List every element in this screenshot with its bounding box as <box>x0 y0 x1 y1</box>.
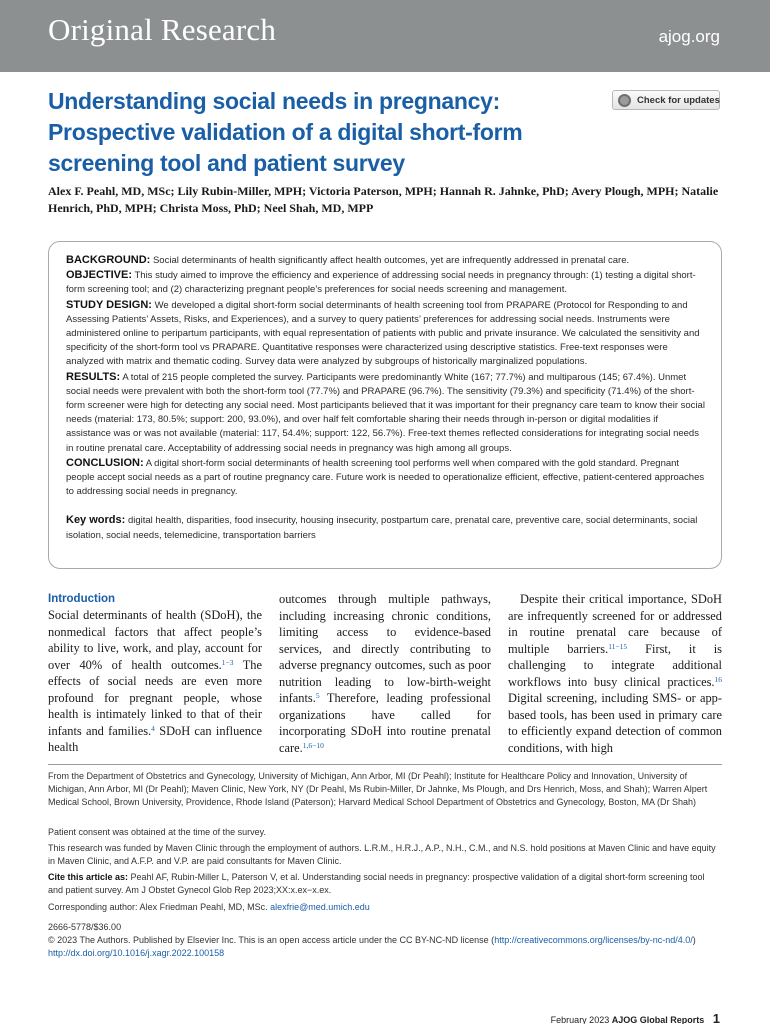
abstract-objective: OBJECTIVE: This study aimed to improve the efficiency and experience of addressing social needs in pregnancy through: (1) testing a digital short-form screening tool; and (2) characterizing pregnant people’s preferences for social needs screening and management. <box>66 269 696 296</box>
issue-date: February 2023 <box>550 1015 610 1024</box>
abstract-results: RESULTS: A total of 215 people completed the survey. Participants were predominantly White (167; 77.7%) and multiparous (145; 67.4%). Unmet social needs were prevalent with both the short-form tool (77.7%) and PRAPARE (96.7%). The sensitivity (79.3%) and specificity (71.4%) of the short-form screener were high for detecting any social need. Most participants believed that it was important for their pregnancy care team to know their social needs (material: 173, 80.5%; support: 200, 93.0%), and over half felt comfortable sharing their needs through in-person or digital modalities if assistance was or was not available (material: 117, 54.4%; support: 122, 56.7%). Free-text themes reflected considerations for integrating social needs in routine prenatal care. Acceptability of addressing social needs in pregnancy was high among all groups. <box>66 370 705 454</box>
check-for-updates-label: Check for updates <box>637 94 720 106</box>
section-label: Original Research <box>48 12 277 47</box>
citation-link[interactable]: 5 <box>315 691 320 700</box>
abstract-conclusion: CONCLUSION: A digital short-form social determinants of health screening tool performs well when compared with the gold standard. Pregnant people accept social needs as a part of routine pregnancy care. Future work is needed to operationalize efficient, effective, patient-centered approaches to addressing social needs in pregnancy. <box>66 456 705 498</box>
page-footer <box>551 1011 720 1024</box>
citation-link[interactable]: 11−15 <box>608 641 628 651</box>
body-column-3: Despite their critical importance, SDoH are infrequently screened for or addressed in routine prenatal care because of multiple barriers.$^{11-15}$ First, it is challenging to integrate additional workflows into busy clinical practices.$^{16}$ Digital screening, including SMS- or app-based tools, has been used in primary care to efficiently expand detection of common conditions, with high <box>508 592 722 755</box>
citation-link[interactable]: 16 <box>714 674 722 684</box>
license-note: © 2023 The Authors. Published by Elsevier Inc. This is an open access article under the CC BY-NC-ND license (http://creativecommons.org/licenses/by-nc-nd/4.0/) http://dx.doi.org/10.1016/j.xagr.2022.100158 <box>48 935 696 958</box>
affiliations-note: From the Department of Obstetrics and Gynecology, University of Michigan, Ann Arbor, MI (Dr Peahl); Institute for Healthcare Policy and Innovation, University of Michigan, Ann Arbor, MI (Dr Peahl); Maven Clinic, New York, NY (Dr Peahl, Ms Rubin-Miller, Dr Jahnke, Ms Plough, and Drs Henrich, Moss, and Shah); Warren Alpert Medical School, Brown University, Providence, Rhode Island (Paterson); Harvard Medical School Department of Obstetrics and Gynecology, Boston, MA (Dr Shah) <box>48 771 708 807</box>
journal-site-link[interactable]: ajog.org <box>658 27 720 46</box>
body-column-1: Introduction Social determinants of health (SDoH), the nonmedical factors that affect people’s ability to live, work, and play, account for over 40% of health outcomes.$^{1-3}$ The effects of social needs are even more profound for pregnant people, whose health is intimately linked to that of their infants and families.$^4$ SDoH can influence health <box>48 593 262 754</box>
section-banner <box>0 0 770 72</box>
email-link[interactable]: alexfrie@med.umich.edu <box>270 902 370 912</box>
doi-link[interactable]: http://dx.doi.org/10.1016/j.xagr.2022.100158 <box>48 948 225 958</box>
article-title: Understanding social needs in pregnancy: Prospective validation of a digital short-form screening tool and patient survey <box>48 88 523 176</box>
citation-link[interactable]: 4 <box>151 723 155 733</box>
license-link[interactable]: http://creativecommons.org/licenses/by-nc-nd/4.0/ <box>494 935 693 945</box>
citation-note: Cite this article as: Peahl AF, Rubin-Miller L, Paterson V, et al. Understanding social needs in pregnancy: prospective validation of a digital short-form screening tool and patient survey. Am J Obstet Gynecol Glob Rep 2023;XX:x.ex−x.ex. <box>48 872 705 895</box>
check-for-updates-button[interactable] <box>612 90 720 110</box>
body-column-2: outcomes through multiple pathways, including increasing chronic conditions, limiting access to evidence-based services, and directly contributing to adverse pregnancy outcomes, such as poor nutrition leading to low-birth-weight infants.$^5$ Therefore, leading professional organizations have called for incorporating SDoH into routine prenatal care.$^{1,6-10}$ <box>279 592 491 755</box>
issn-note: 2666-5778/$36.00 <box>48 922 122 932</box>
corresponding-author-note: Corresponding author: Alex Friedman Peahl, MD, MSc. alexfrie@med.umich.edu <box>48 902 370 912</box>
crossmark-icon <box>618 94 631 107</box>
page-number: 1 <box>712 1011 720 1024</box>
footnote-divider <box>48 764 722 765</box>
introduction-heading: Introduction <box>48 593 116 605</box>
consent-note: Patient consent was obtained at the time of the survey. <box>48 827 266 837</box>
citation-link[interactable]: 1,6−10 <box>302 740 324 750</box>
author-list: Alex F. Peahl, MD, MSc; Lily Rubin-Miller, MPH; Victoria Paterson, MPH; Hannah R. Jahnke, PhD; Avery Plough, MPH; Natalie Henrich, PhD, MPH; Christa Moss, PhD; Neel Shah, MD, MPP <box>48 184 719 215</box>
abstract-study-design: STUDY DESIGN: We developed a digital short-form social determinants of health screening tool from PRAPARE (Protocol for Responding to and Assessing Patients’ Assets, Risks, and Experiences), and a survey to query patients’ preferences for addressing social needs. Instruments were administered online to peripartum participants, with equal representation of patients with public and private insurance. We calculated the sensitivity and specificity of the short-form tool vs PRAPARE. Quantitative responses were characterized using descriptive statistics. Free-text responses were analyzed with matrix and thematic coding. Survey data were analyzed by subgroups of historically marginalized populations. <box>66 298 700 368</box>
funding-note: This research was funded by Maven Clinic through the employment of authors. L.R.M., H.R.J., A.P., N.H., C.M., and N.S. hold positions at Maven Clinic and have equity in Maven Clinic, and A.F.P. and V.P. are paid consultants for Maven Clinic. <box>48 843 716 866</box>
abstract-background: BACKGROUND: Social determinants of health significantly affect health outcomes, yet are infrequently addressed in prenatal care. <box>66 254 630 266</box>
journal-name: AJOG Global Reports <box>611 1015 705 1024</box>
abstract-keywords: Key words: digital health, disparities, food insecurity, housing insecurity, postpartum care, prenatal care, preventive care, social determinants, social isolation, social needs, telemedicine, transportation barriers <box>66 514 698 541</box>
citation-link[interactable]: 1−3 <box>221 657 234 667</box>
abstract-box <box>48 241 722 569</box>
